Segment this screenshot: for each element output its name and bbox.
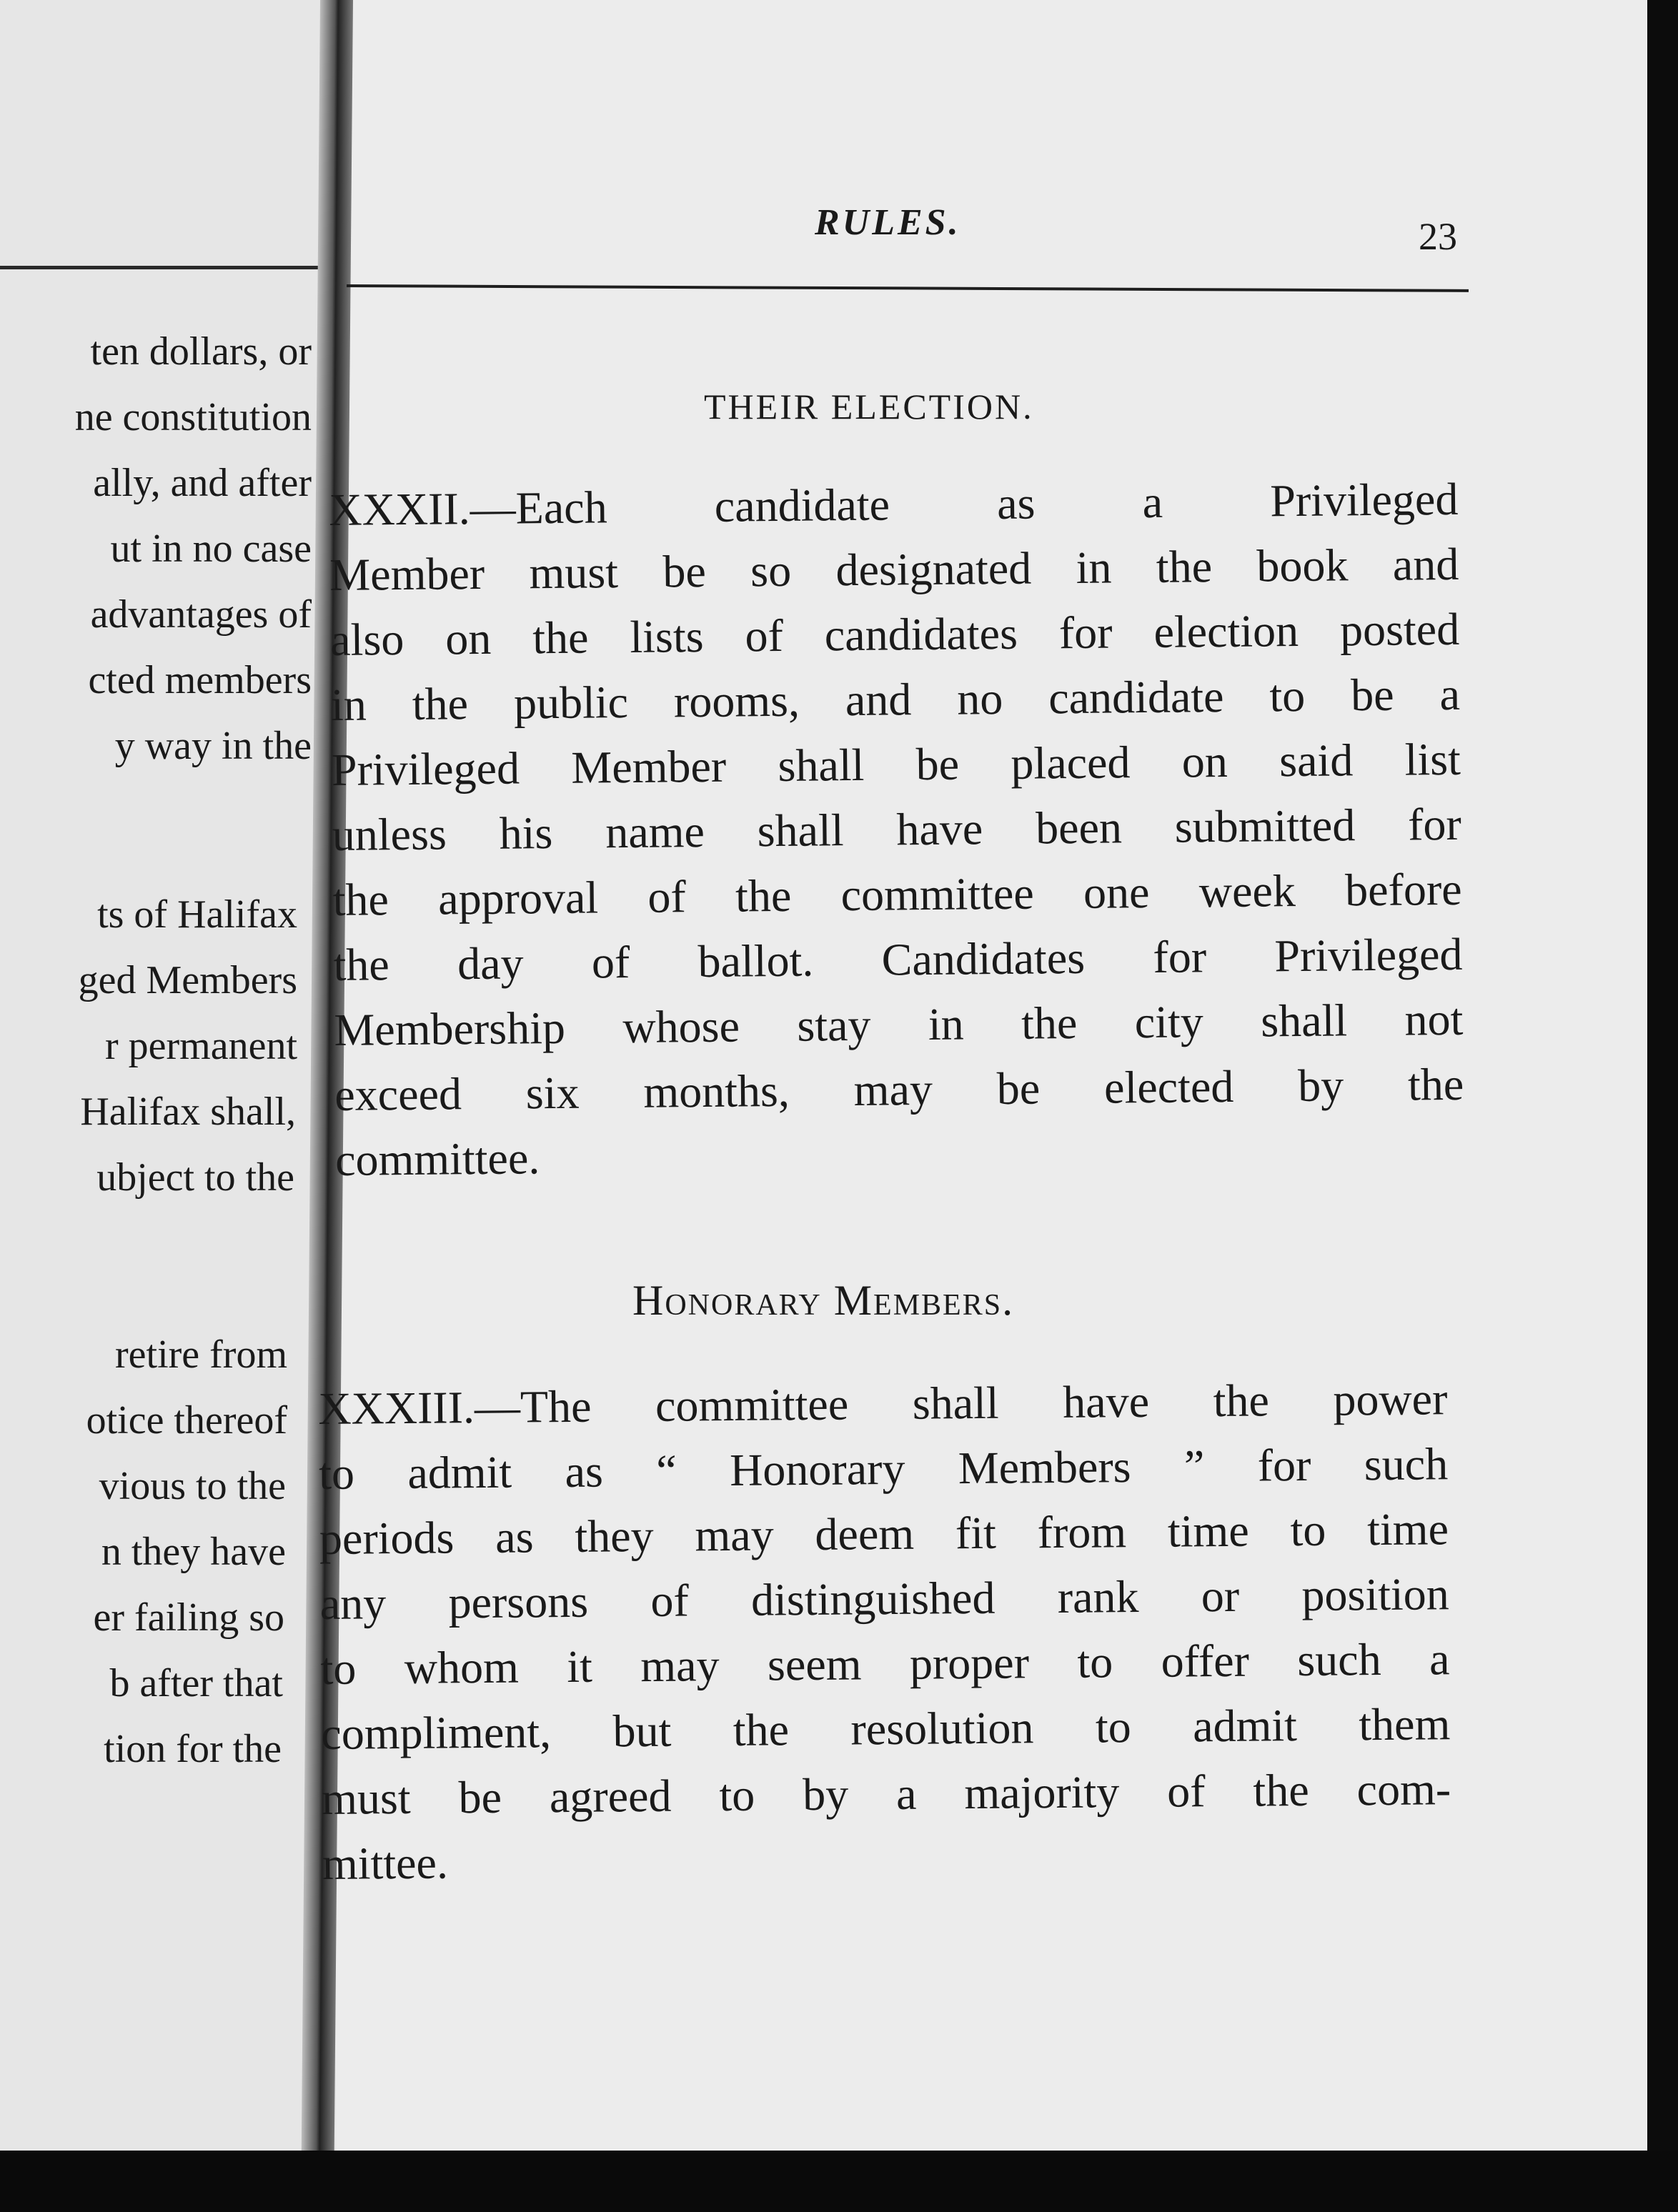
facing-page-line: tion for the	[104, 1727, 282, 1771]
facing-page-line: ten dollars, or	[90, 329, 312, 374]
header-rule	[347, 284, 1469, 292]
facing-page-line: ubject to the	[96, 1155, 294, 1200]
paragraph-line: in the public rooms, and no candidate to be a	[330, 668, 1461, 730]
paragraph-line: XXXIII.—The committee shall have the power	[318, 1373, 1448, 1434]
paragraph-line: the approval of the committee one week before	[332, 863, 1462, 925]
paragraph-line: unless his name shall have been submitted for	[332, 798, 1462, 860]
scan-border	[0, 2151, 1678, 2212]
paragraph-line: to admit as “ Honorary Members ” for such	[318, 1438, 1449, 1499]
facing-page-line: ts of Halifax	[97, 892, 297, 937]
rule-xxxiii-paragraph	[318, 1366, 1451, 1896]
section-heading-honorary-members: Honorary Members.	[632, 1277, 1015, 1324]
paragraph-line: mittee.	[322, 1837, 449, 1889]
facing-page-rule	[0, 266, 336, 269]
facing-page-line: cted members	[88, 658, 312, 702]
paragraph-line: XXXII.—Each candidate as a Privileged	[329, 473, 1459, 535]
paragraph-line: also on the lists of candidates for election posted	[329, 603, 1460, 665]
rule-xxxii-paragraph	[329, 467, 1465, 1192]
paragraph-line: any persons of distinguished rank or position	[319, 1568, 1450, 1629]
facing-page-line: er failing so	[93, 1595, 284, 1640]
paragraph-line: Privileged Member shall be placed on said list	[331, 733, 1461, 795]
paragraph-line: committee.	[334, 1132, 540, 1185]
facing-page-line: y way in the	[114, 724, 312, 768]
paragraph-line: the day of ballot. Candidates for Privileged	[333, 928, 1463, 990]
paragraph-line: Membership whose stay in the city shall not	[334, 993, 1464, 1055]
paragraph-line: periods as they may deem fit from time to time	[319, 1503, 1449, 1564]
facing-page-line: ally, and after	[93, 461, 312, 505]
facing-page-line: r permanent	[105, 1024, 297, 1068]
facing-page-line: n they have	[101, 1530, 286, 1574]
facing-page-line: advantages of	[90, 592, 312, 637]
paragraph-line: exceed six months, may be elected by the	[334, 1058, 1464, 1120]
paragraph-line: must be agreed to by a majority of the com-	[321, 1763, 1451, 1824]
facing-page-line: vious to the	[99, 1464, 286, 1508]
paragraph-line: compliment, but the resolution to admit them	[321, 1698, 1451, 1759]
facing-page-line: ne constitution	[74, 395, 312, 439]
facing-page-line: retire from	[115, 1332, 287, 1377]
page-number: 23	[1419, 215, 1457, 258]
paragraph-line: to whom it may seem proper to offer such a	[320, 1633, 1450, 1694]
running-head: RULES.	[815, 202, 961, 243]
paragraph-line: Member must be so designated in the book and	[329, 538, 1459, 600]
facing-page-line: b after that	[109, 1661, 283, 1705]
facing-page-line: otice thereof	[86, 1398, 287, 1443]
facing-page-line: ut in no case	[110, 527, 312, 571]
facing-page-fragment	[0, 0, 336, 2151]
section-heading-their-election: THEIR ELECTION.	[704, 387, 1034, 427]
facing-page-line: Halifax shall,	[80, 1090, 296, 1134]
facing-page-line: ged Members	[78, 958, 297, 1002]
